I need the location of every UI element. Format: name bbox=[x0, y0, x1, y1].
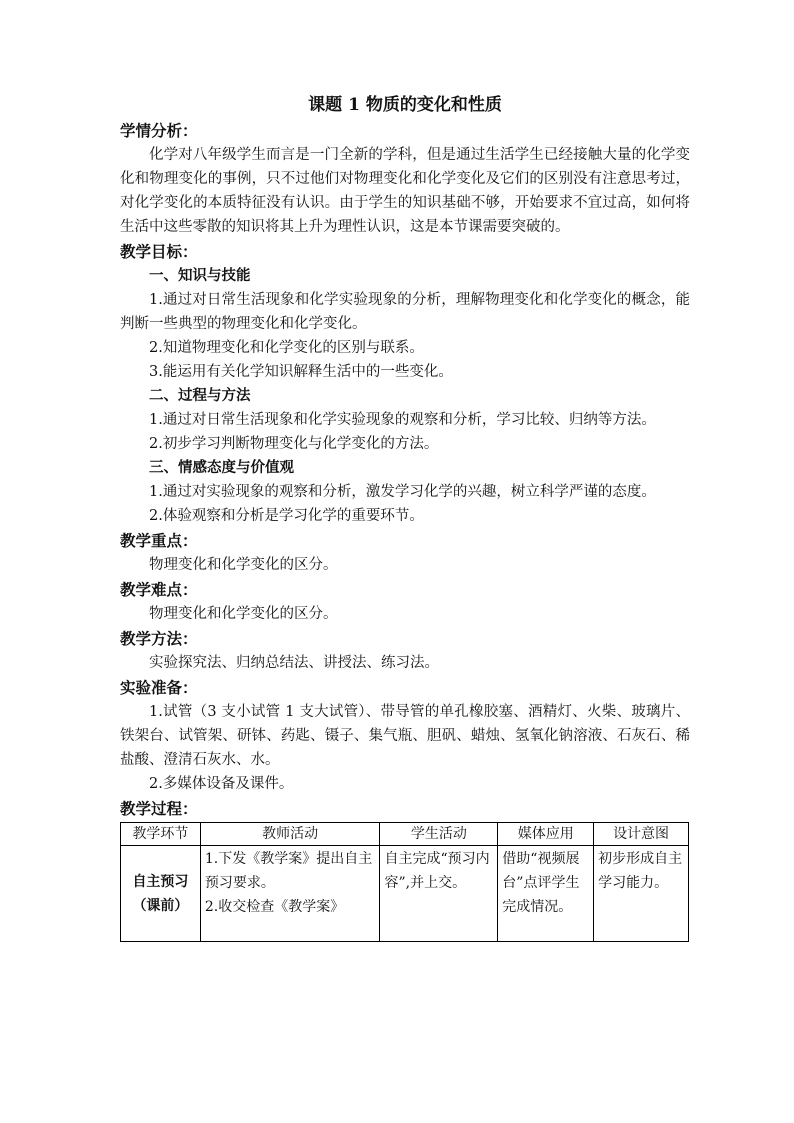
goal3-item2: 2.体验观察和分析是学习化学的重要环节。 bbox=[149, 508, 424, 524]
header-teacher: 教师活动 bbox=[200, 823, 380, 846]
difficult-heading: 教学难点： bbox=[120, 580, 198, 599]
prep-heading: 实验准备： bbox=[120, 678, 198, 697]
student-cell: 自主完成“预习内容”,并上交。 bbox=[380, 846, 498, 942]
process-heading: 教学过程： bbox=[120, 799, 198, 818]
media-cell: 借助“视频展台”点评学生完成情况。 bbox=[498, 846, 594, 942]
process-table bbox=[120, 822, 689, 942]
goal2-item1: 1.通过对日常生活现象和化学实验现象的观察和分析，学习比较、归纳等方法。 bbox=[149, 412, 656, 428]
goal1-heading: 一、知识与技能 bbox=[149, 267, 251, 284]
key-heading: 教学重点： bbox=[120, 531, 198, 550]
difficult-text: 物理变化和化学变化的区分。 bbox=[149, 606, 338, 622]
goal1-item1: 1.通过对日常生活现象和化学实验现象的分析，理解物理变化和化学变化的概念，能判断一些典型的物理变化和化学变化。 bbox=[120, 292, 690, 332]
table-header-row bbox=[121, 823, 689, 846]
header-media: 媒体应用 bbox=[498, 823, 594, 846]
intent-cell: 初步形成自主学习能力。 bbox=[594, 846, 689, 942]
goal2-item2: 2.初步学习判断物理变化与化学变化的方法。 bbox=[149, 436, 439, 452]
prep-item2: 2.多媒体设备及课件。 bbox=[149, 776, 294, 792]
analysis-text: 化学对八年级学生而言是一门全新的学科，但是通过生活学生已经接触大量的化学变化和物理变化的事例，只不过他们对物理变化和化学变化及它们的区别没有注意思考过，对化学变化的本质特征没有认识。由于学生的知识基础不够，开始要求不宜过高，如何将生活中这些零散的知识将其上升为理性认识，这是本节课需要突破的。 bbox=[120, 147, 690, 235]
goal1-item2: 2.知道物理变化和化学变化的区别与联系。 bbox=[149, 340, 424, 356]
goal3-heading: 三、情感态度与价值观 bbox=[149, 459, 294, 476]
teacher-line1: 1.下发《教学案》提出自主预习要求。 bbox=[204, 851, 373, 891]
page-title: 课题 1 物质的变化和性质 bbox=[308, 95, 502, 115]
goal1-item3: 3.能运用有关化学知识解释生活中的一些变化。 bbox=[149, 364, 453, 380]
teacher-line2: 2.收交检查《教学案》 bbox=[204, 899, 345, 915]
key-text: 物理变化和化学变化的区分。 bbox=[149, 557, 338, 573]
goals-heading: 教学目标： bbox=[120, 242, 198, 261]
goal2-heading: 二、过程与方法 bbox=[149, 387, 251, 404]
document-page bbox=[120, 92, 690, 942]
header-student: 学生活动 bbox=[380, 823, 498, 846]
teacher-cell bbox=[200, 846, 380, 942]
stage-line1: 自主预习 bbox=[132, 873, 189, 890]
method-text: 实验探究法、归纳总结法、讲授法、练习法。 bbox=[149, 655, 439, 671]
prep-item1: 1.试管（3 支小试管 1 支大试管）、带导管的单孔橡胶塞、酒精灯、火柴、玻璃片、铁架台、试管架、研钵、药匙、镊子、集气瓶、胆矾、蜡烛、氢氧化钠溶液、石灰石、稀盐酸、澄清石灰水、水。 bbox=[120, 704, 690, 768]
header-stage: 教学环节 bbox=[121, 823, 201, 846]
stage-line2: （课前） bbox=[132, 897, 189, 914]
analysis-heading: 学情分析： bbox=[120, 121, 198, 140]
method-heading: 教学方法： bbox=[120, 629, 198, 648]
stage-cell bbox=[121, 846, 201, 942]
table-row bbox=[121, 846, 689, 942]
goal3-item1: 1.通过对实验现象的观察和分析，激发学习化学的兴趣，树立科学严谨的态度。 bbox=[149, 484, 656, 500]
header-intent: 设计意图 bbox=[594, 823, 689, 846]
